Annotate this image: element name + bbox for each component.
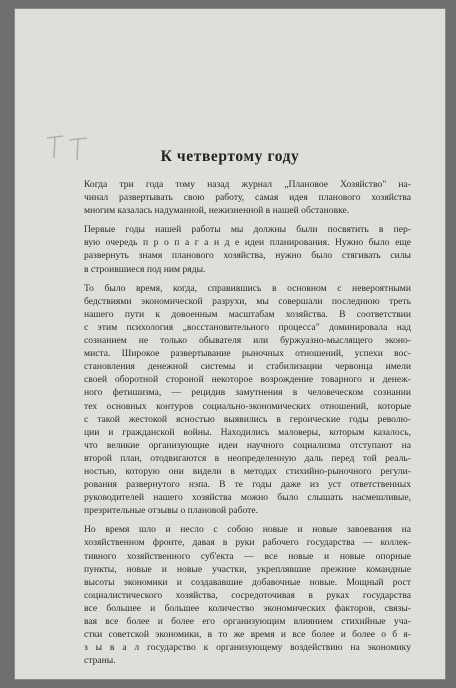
text-line: тивного хозяйственного суб'екта — все новые и новые опорные <box>84 550 411 562</box>
paragraph <box>66 178 411 217</box>
text-line: своей оборотной стороной некоторое возрождение товарного и денеж- <box>84 374 411 386</box>
text-line: То было время, когда, справившись в основном с невероятными <box>84 282 411 294</box>
text-line: развернуть знамя планового хозяйства, нужно было стягивать силы <box>84 250 411 262</box>
document-body <box>66 178 411 673</box>
text-line: все большее и большее количество экономических факторов, связы- <box>84 602 411 614</box>
text-line: Первые годы нашей работы мы должны были посвятить в пер- <box>84 224 411 236</box>
text-line: страны. <box>84 655 116 667</box>
text-line: Когда три года тому назад журнал „Плановое Хозяйство" на- <box>84 179 411 190</box>
text-line: Но время шло и несло с собою новые и новые завоевания на <box>84 524 411 536</box>
paragraph <box>66 223 411 275</box>
text-line: многим казалась надуманной, нежизненной в нашей обстановке. <box>84 205 350 217</box>
text-line: з ы в а л государство к организующему воздействию на экономику <box>84 642 411 654</box>
text-line: ностью, которую они видели в методах стихийно-рыночного регули- <box>84 465 411 477</box>
text-line: презрительные отзывы о плановой работе. <box>84 505 259 517</box>
text-line: вую очередь п р о п а г а н д е идеи планирования. Нужно было еще <box>84 237 411 249</box>
text-line: становления денежной системы и стабилизации червонца имели <box>84 361 411 373</box>
text-line: сознанием не только обывателя или буржуазно-мыслящего эконо- <box>84 335 411 347</box>
text-line: хозяйственном фронте, давая в руки рабочего государства — коллек- <box>84 537 411 549</box>
paragraph <box>66 523 411 667</box>
text-line: руководителей нашего хозяйства можно было слышать насмешливые, <box>84 492 411 504</box>
text-line: тех основных контуров социально-экономических отношений, которые <box>84 400 411 412</box>
text-line: вая все более и более его организующим влиянием стихийные уча- <box>84 616 411 627</box>
text-line: что великие организующие идеи научного социализма отступают на <box>84 439 411 451</box>
text-line: социалистического хозяйства, сосредоточивая в руках государства <box>84 589 411 601</box>
document-page <box>14 8 446 680</box>
text-line: бедствиями экономической разрухи, мы совершали последнюю треть <box>84 295 411 307</box>
paragraph <box>66 282 411 518</box>
text-line: второй план, отодвигаются в неопределенную даль перед той реаль- <box>84 452 411 464</box>
text-line: ции и гражданской войны. Находились маловеры, которым казалось, <box>84 426 411 438</box>
text-line: стки советской экономики, в то же время и все более и более о б я- <box>84 629 411 641</box>
text-line: пункты, новые и новые участки, укреплявшие прежние командные <box>84 563 411 575</box>
text-line: нашего пути к довоенным масштабам хозяйства. В соответствии <box>84 308 411 320</box>
text-line: ного фетишизма, — рецидив замутнения в человеческом сознании <box>84 387 411 399</box>
text-line: рования развернутого нэпа. В те годы даже из уст ответственных <box>84 479 411 491</box>
text-line: с этим психология „восстановительного процесса" доминировала над <box>84 321 411 333</box>
text-line: чинал развертывать свою работу, самая идея планового хозяйства <box>84 192 411 204</box>
text-line: миста. Широкое развертывание рыночных отношений, успехи вос- <box>84 348 411 360</box>
page-title: К четвертому году <box>160 148 300 165</box>
text-line: с такой жестокой ясностью выявились в героические годы револю- <box>84 413 411 425</box>
text-line: высоты экономики и создававшие добавочные новые. Мощный рост <box>84 576 411 588</box>
text-line: в строившиеся под ним ряды. <box>84 263 206 275</box>
